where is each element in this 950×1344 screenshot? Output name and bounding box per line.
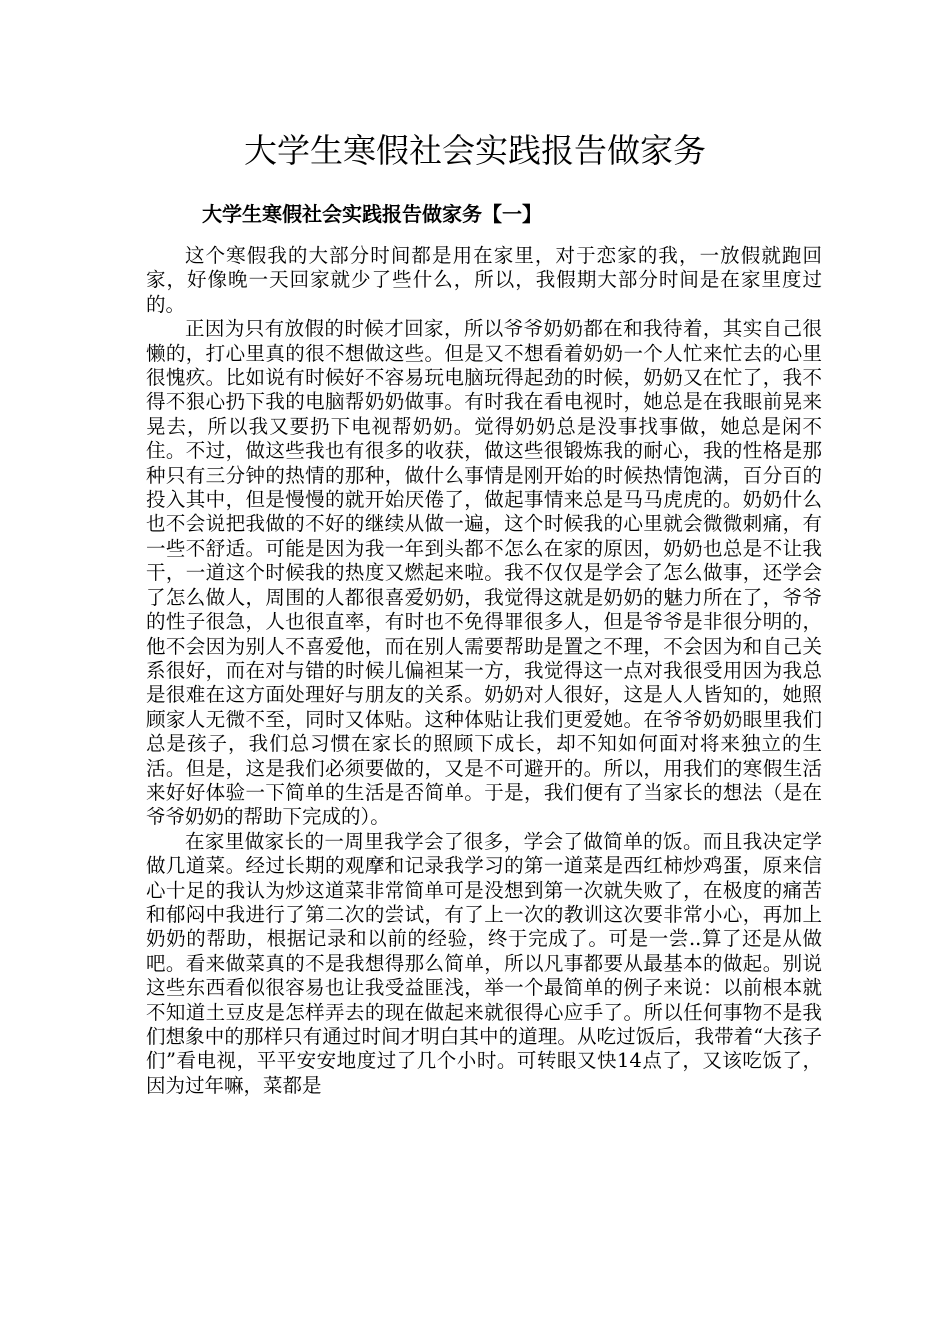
document-title: 大学生寒假社会实践报告做家务 — [244, 131, 706, 170]
paragraph-1: 这个寒假我的大部分时间都是用在家里，对于恋家的我，一放假就跑回家，好像晚一天回家就少了些什么，所以，我假期大部分时间是在家里度过的。 — [146, 244, 822, 316]
paragraph-3: 在家里做家长的一周里我学会了很多，学会了做简单的饭。而且我决定学做几道菜。经过长期的观摩和记录我学习的第一道菜是西红柿炒鸡蛋，原来信心十足的我认为炒这道菜非常简单可是没想到第一次就失败了，在极度的痛苦和郁闷中我进行了第二次的尝试，有了上一次的教训这次要非常小心，再加上奶奶的帮助，根据记录和以前的经验，终于完成了。可是一尝..算了还是从做吧。看来做菜真的不是我想得那么简单，所以凡事都要从最基本的做起。别说这些东西看似很容易也让我受益匪浅，举一个最简单的例子来说：以前根本就不知道土豆皮是怎样弄去的现在做起来就很得心应手了。所以任何事物不是我们想象中的那样只有通过时间才明白其中的道理。从吃过饭后，我带着“大孩子们”看电视，平平安安地度过了几个小时。可转眼又快14点了，又该吃饭了，因为过年嘛，菜都是 — [146, 829, 822, 1097]
paragraph-2: 正因为只有放假的时候才回家，所以爷爷奶奶都在和我待着，其实自己很懒的，打心里真的很不想做这些。但是又不想看着奶奶一个人忙来忙去的心里很愧疚。比如说有时候好不容易玩电脑玩得起劲的时候，奶奶又在忙了，我不得不狠心扔下我的电脑帮奶奶做事。有时我在看电视时，她总是在我眼前晃来晃去，所以我又要扔下电视帮奶奶。觉得奶奶总是没事找事做，她总是闲不住。不过，做这些我也有很多的收获，做这些很锻炼我的耐心，我的性格是那种只有三分钟的热情的那种，做什么事情是刚开始的时候热情饱满，百分百的投入其中，但是慢慢的就开始厌倦了，做起事情来总是马马虎虎的。奶奶什么也不会说把我做的不好的继续从做一遍，这个时候我的心里就会微微刺痛，有一些不舒适。可能是因为我一年到头都不怎么在家的原因，奶奶也总是不让我干，一道这个时候我的热度又燃起来啦。我不仅仅是学会了怎么做事，还学会了怎么做人，周围的人都很喜爱奶奶，我觉得这就是奶奶的魅力所在了，爷爷的性子很急，人也很直率，有时也不免得罪很多人，但是爷爷是非很分明的，他不会因为别人不喜爱他，而在别人需要帮助是置之不理，不会因为和自己关系很好，而在对与错的时候儿偏袒某一方，我觉得这一点对我很受用因为我总是很难在这方面处理好与朋友的关系。奶奶对人很好，这是人人皆知的，她照顾家人无微不至，同时又体贴。这种体贴让我们更爱她。在爷爷奶奶眼里我们总是孩子，我们总习惯在家长的照顾下成长，却不知如何面对将来独立的生活。但是，这是我们必须要做的，又是不可避开的。所以，用我们的寒假生活来好好体验一下简单的生活是否简单。于是，我们便有了当家长的想法（是在爷爷奶奶的帮助下完成的）。 — [146, 317, 822, 829]
section-heading: 大学生寒假社会实践报告做家务【一】 — [202, 202, 542, 226]
document-body — [146, 244, 822, 1098]
